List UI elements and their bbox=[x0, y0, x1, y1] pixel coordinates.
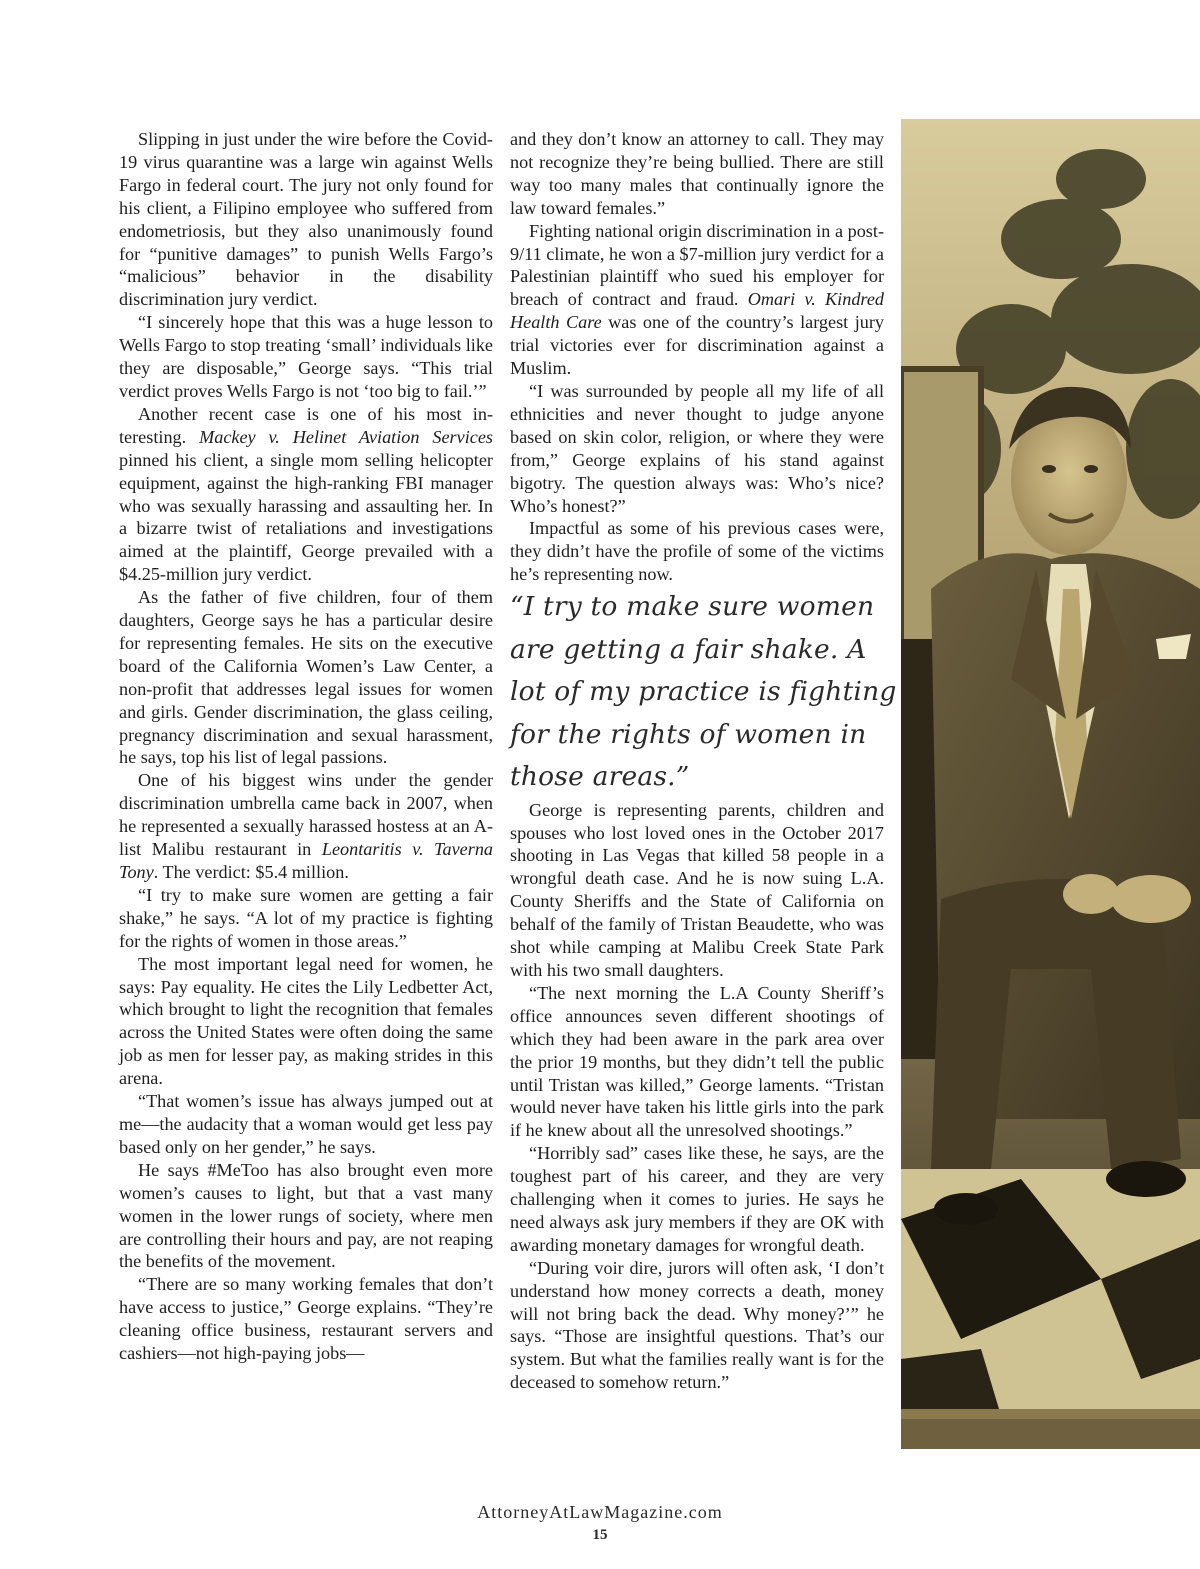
paragraph: The most important legal need for women, he says: Pay equality. He cites the Lily Ledbetter Act, which brought to light the recognition that females across the United States were often doing the same job as men for lesser pay, as making strides in this arena. bbox=[119, 953, 493, 1089]
paragraph: “During voir dire, jurors will often ask, ‘I don’t understand how money corrects a death, money will not bring back the dead. Why money?’” he says. “Those are insightful questions. That’s our system. But what the families really want is for the deceased to somehow return.” bbox=[510, 1257, 884, 1393]
paragraph: “That women’s issue has always jumped out at me—the audacity that a woman would get less pay based only on her gender,” he says. bbox=[119, 1091, 493, 1157]
article-column-middle bbox=[510, 128, 897, 1394]
paragraph: “I sincerely hope that this was a huge lesson to Wells Fargo to stop treating ‘small’ individuals like they are disposable,” George says. “This trial verdict proves Wells Fargo is not ‘too big to fail.’” bbox=[119, 312, 493, 401]
paragraph: Fighting national origin discrimination in a post-9/11 climate, he won a $7-million jury verdict for a Palestinian plaintiff who sued his employer for breach of contract and fraud. Omari v. Kindred Health Care was one of the country’s largest jury trial victories ever for discrimination against a Muslim. bbox=[510, 220, 884, 379]
paragraph: George is representing parents, children and spouses who lost loved ones in the October 2017 shooting in Las Vegas that killed 58 people in a wrongful death case. And he is now suing L.A. County Sheriffs and the State of California on behalf of the family of Tristan Beaudette, who was shot while camping at Malibu Creek State Park with his two small daughters. bbox=[510, 799, 884, 980]
paragraph: Another recent case is one of his most interesting. Mackey v. Helinet Aviation Services pinned his client, a single mom selling helicopter equipment, against the high-ranking FBI manager who was sexually harassing and assaulting her. In a bizarre twist of retaliations and investigations aimed at the plaintiff, George prevailed with a $4.25-million jury verdict. bbox=[119, 403, 493, 585]
paragraph: and they don’t know an attorney to call. They may not recognize they’re being bullied. There are still way too many males that continually ignore the law toward females.” bbox=[510, 129, 884, 218]
case-name: Omari v. Kindred Health Care bbox=[510, 289, 884, 333]
case-name: Leontaritis v. Taverna Tony bbox=[119, 839, 494, 882]
pull-quote: “I try to make sure women are getting a fair shake. A lot of my practice is fighting for the rights of women in those areas.” bbox=[510, 591, 897, 793]
paragraph: As the father of five children, four of them daughters, George says he has a particular desire for representing females. He sits on the executive board of the California Women’s Law Center, a non-profit that addresses legal issues for women and girls. Gender discrimination, the glass ceiling, pregnancy discrimination and sexual harassment, he says, top his list of legal passions. bbox=[119, 587, 493, 768]
paragraph: “Horribly sad” cases like these, he says, are the toughest part of his career, and they are very challenging when it comes to juries. He says he need always ask jury members if they are OK with awarding monetary damages for wrongful death. bbox=[510, 1143, 884, 1255]
paragraph: “There are so many working females that don’t have access to justice,” George explains. “They’re cleaning office business, restaurant servers and cashiers—not high-paying jobs— bbox=[119, 1274, 493, 1364]
paragraph: Slipping in just under the wire before the Covid-19 virus quarantine was a large win against Wells Fargo in federal court. The jury not only found for his client, a Filipino employee who suffered from endometriosis, but they also unanimously found for “punitive damages” to punish Wells Fargo’s “malicious” behavior in the disability discrimination jury verdict. bbox=[119, 129, 493, 310]
page-number: 15 bbox=[592, 1527, 608, 1543]
portrait-illustration bbox=[901, 119, 1200, 1449]
portrait-photo bbox=[901, 119, 1200, 1449]
paragraph: Impactful as some of his previous cases were, they didn’t have the profile of some of the victims he’s representing now. bbox=[510, 518, 884, 585]
footer-website: AttorneyAtLawMagazine.com bbox=[477, 1502, 723, 1522]
paragraph: He says #MeToo has also brought even more women’s causes to light, but that a vast many women in the lower rungs of society, where men are controlling their hours and pay, are not reaping the benefits of the movement. bbox=[119, 1159, 493, 1272]
paragraph: “I was surrounded by people all my life of all ethnicities and never thought to judge anyone based on skin color, religion, or where they were from,” George explains of his stand against bigotry. The question always was: Who’s nice? Who’s honest?” bbox=[510, 380, 884, 516]
paragraph: “I try to make sure women are getting a fair shake,” he says. “A lot of my practice is fighting for the rights of women in those areas.” bbox=[119, 884, 493, 951]
article-column-left bbox=[119, 128, 493, 1365]
case-name: Mackey v. Helinet Aviation Services bbox=[199, 426, 493, 447]
paragraph: “The next morning the L.A County Sheriff’s office announces seven different shootings of which they had been aware in the park area over the prior 19 months, but they didn’t tell the public until Tristan was killed,” George laments. “Tristan would never have taken his little girls into the park if he knew about all the unresolved shootings.” bbox=[510, 982, 884, 1141]
paragraph: One of his biggest wins under the gender discrimination umbrella came back in 2007, when he represented a sexually harassed hostess at an A-list Malibu restaurant in Leontaritis v. Taverna Tony. The verdict: $5.4 million. bbox=[119, 770, 494, 882]
